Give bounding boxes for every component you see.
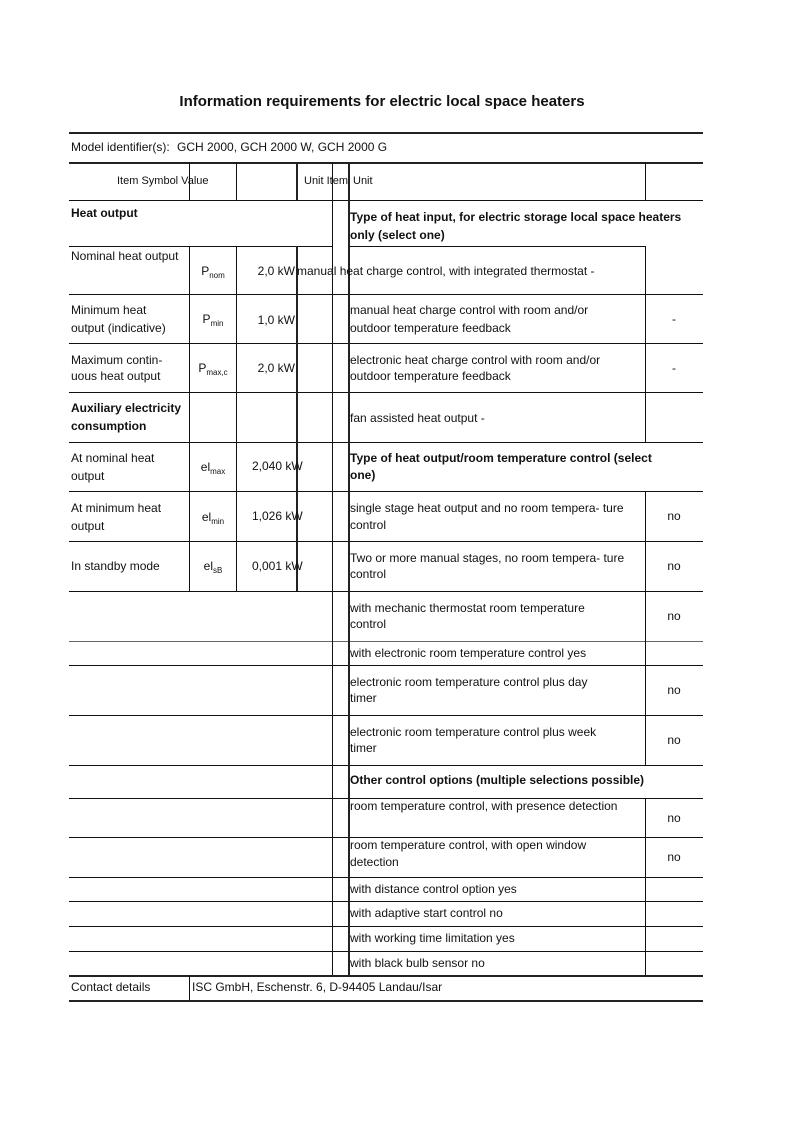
col-divider — [189, 246, 190, 591]
other-black-bulb: with black bulb sensor no — [350, 956, 485, 970]
row-divider — [69, 877, 703, 878]
symbol-pnom — [190, 262, 236, 285]
value-minimum-heat-output: 1,0 kW — [257, 313, 295, 327]
control-day-timer-l1: electronic room temperature control plus day — [350, 675, 588, 689]
symbol-sub: min — [211, 517, 225, 526]
value-aux-minimum: 1,026 kW — [252, 509, 303, 523]
row-divider — [349, 246, 645, 247]
control-mechanic-thermostat-l2: control — [350, 617, 387, 631]
heat-input-electronic-feedback-l1: electronic heat charge control with room and/or — [350, 353, 601, 367]
control-week-timer-l2: timer — [350, 741, 377, 755]
section-other-control: Other control options (multiple selections possible) — [350, 773, 645, 787]
table-top-border — [69, 132, 703, 134]
item-aux-minimum-l1: At minimum heat — [71, 501, 162, 515]
value-aux-standby: 0,001 kW — [252, 559, 303, 573]
section-control-l1: Type of heat output/room temperature control (select — [350, 451, 652, 465]
row-divider — [69, 294, 703, 295]
control-day-timer-l2: timer — [350, 691, 377, 705]
row-divider — [69, 442, 703, 443]
document-title: Information requirements for electric local space heaters — [179, 93, 585, 110]
section-aux-l1: Auxiliary electricity — [71, 401, 182, 415]
symbol-sub: sB — [213, 566, 223, 575]
symbol-elsb — [190, 557, 236, 580]
other-distance-control: with distance control option yes — [350, 882, 517, 896]
item-aux-standby: In standby mode — [71, 559, 160, 573]
control-electronic-room: with electronic room temperature control yes — [350, 646, 587, 660]
col-divider — [236, 246, 237, 591]
section-control-l2: one) — [350, 468, 376, 482]
symbol-sub: nom — [209, 271, 225, 280]
value-aux-nominal: 2,040 kW — [252, 459, 303, 473]
other-presence-detection-value: no — [667, 811, 681, 825]
other-presence-detection: room temperature control, with presence detection — [350, 799, 618, 813]
control-mechanic-thermostat-value: no — [667, 609, 681, 623]
heat-input-fan-assisted: fan assisted heat output - — [350, 411, 485, 425]
symbol-base: P — [201, 264, 210, 278]
control-two-manual-value: no — [667, 559, 681, 573]
symbol-base: P — [202, 312, 211, 326]
other-adaptive-start: with adaptive start control no — [350, 906, 503, 920]
symbol-sub: max — [210, 467, 226, 476]
other-open-window-value: no — [667, 850, 681, 864]
other-working-time: with working time limitation yes — [350, 931, 515, 945]
heat-input-manual-integrated: manual heat charge control, with integrated thermostat - — [297, 264, 595, 278]
item-aux-nominal-l2: output — [71, 469, 105, 483]
symbol-base: el — [203, 559, 213, 573]
heat-input-manual-feedback-l2: outdoor temperature feedback — [350, 321, 511, 335]
heat-input-electronic-feedback-value: - — [672, 361, 676, 375]
header-unit: Unit — [353, 175, 373, 187]
section-aux-l2: consumption — [71, 419, 147, 433]
symbol-base: el — [201, 510, 212, 524]
symbol-sub: min — [210, 319, 224, 328]
contact-label: Contact details — [71, 980, 151, 994]
other-open-window-l1: room temperature control, with open window — [350, 838, 587, 852]
symbol-base: el — [200, 460, 211, 474]
control-single-stage-value: no — [667, 509, 681, 523]
control-two-manual-l1: Two or more manual stages, no room tempera- ture — [350, 551, 625, 565]
control-two-manual-l2: control — [350, 567, 387, 581]
col-divider — [189, 975, 190, 1000]
item-aux-minimum-l2: output — [71, 519, 105, 533]
row-divider — [69, 951, 703, 952]
control-week-timer-value: no — [667, 733, 681, 747]
col-divider — [645, 162, 646, 200]
col-divider — [332, 162, 333, 975]
row-divider — [69, 901, 703, 902]
col-divider — [296, 162, 298, 200]
contact-value: ISC GmbH, Eschenstr. 6, D-94405 Landau/Isar — [192, 980, 443, 994]
section-heat-input-l1: Type of heat input, for electric storage local space heaters — [350, 210, 682, 224]
row-divider — [69, 343, 703, 344]
item-nominal-heat-output: Nominal heat output — [71, 249, 179, 263]
row-divider — [69, 491, 703, 492]
col-divider — [645, 491, 646, 765]
control-day-timer-value: no — [667, 683, 681, 697]
heat-input-electronic-feedback-l2: outdoor temperature feedback — [350, 369, 511, 383]
section-heat-output: Heat output — [71, 206, 138, 220]
header-unit-item: Unit Item — [304, 175, 349, 187]
row-divider — [69, 541, 703, 542]
control-mechanic-thermostat-l1: with mechanic thermostat room temperature — [350, 601, 585, 615]
header-item-symbol-value: Item Symbol Value — [117, 175, 209, 187]
other-open-window-l2: detection — [350, 855, 399, 869]
row-divider — [69, 162, 703, 164]
control-single-stage-l1: single stage heat output and no room tempera- ture — [350, 501, 624, 515]
item-max-continuous-l2: uous heat output — [71, 369, 161, 383]
section-heat-input-l2: only (select one) — [350, 228, 445, 242]
col-divider — [645, 246, 646, 442]
item-max-continuous-l1: Maximum contin- — [71, 353, 163, 367]
item-aux-nominal-l1: At nominal heat — [71, 451, 155, 465]
col-divider — [296, 246, 298, 591]
symbol-elmax — [190, 458, 236, 481]
row-divider — [69, 392, 703, 393]
heat-input-manual-feedback-value: - — [672, 312, 676, 326]
col-divider — [236, 162, 237, 200]
row-divider — [69, 591, 703, 592]
row-divider — [69, 200, 703, 201]
model-identifier-label: Model identifier(s): — [71, 140, 170, 154]
control-week-timer-l1: electronic room temperature control plus week — [350, 725, 597, 739]
row-divider — [69, 715, 703, 716]
row-divider — [69, 926, 703, 927]
symbol-elmin — [190, 508, 236, 531]
symbol-base: P — [198, 361, 207, 375]
symbol-pmaxc — [190, 359, 236, 382]
table-bottom-border — [69, 1000, 703, 1002]
row-divider — [69, 765, 703, 766]
row-divider — [69, 975, 703, 977]
control-single-stage-l2: control — [350, 518, 387, 532]
symbol-pmin — [190, 310, 236, 333]
model-identifier-value: GCH 2000, GCH 2000 W, GCH 2000 G — [177, 140, 388, 154]
row-divider — [69, 665, 703, 666]
item-minimum-heat-output-l1: Minimum heat — [71, 303, 147, 317]
value-max-continuous: 2,0 kW — [257, 361, 295, 375]
value-nominal-heat-output: 2,0 kW — [257, 264, 295, 278]
heat-input-manual-feedback-l1: manual heat charge control with room and/or — [350, 303, 589, 317]
row-divider — [69, 641, 703, 642]
symbol-sub: max,c — [206, 368, 228, 377]
item-minimum-heat-output-l2: output (indicative) — [71, 321, 166, 335]
